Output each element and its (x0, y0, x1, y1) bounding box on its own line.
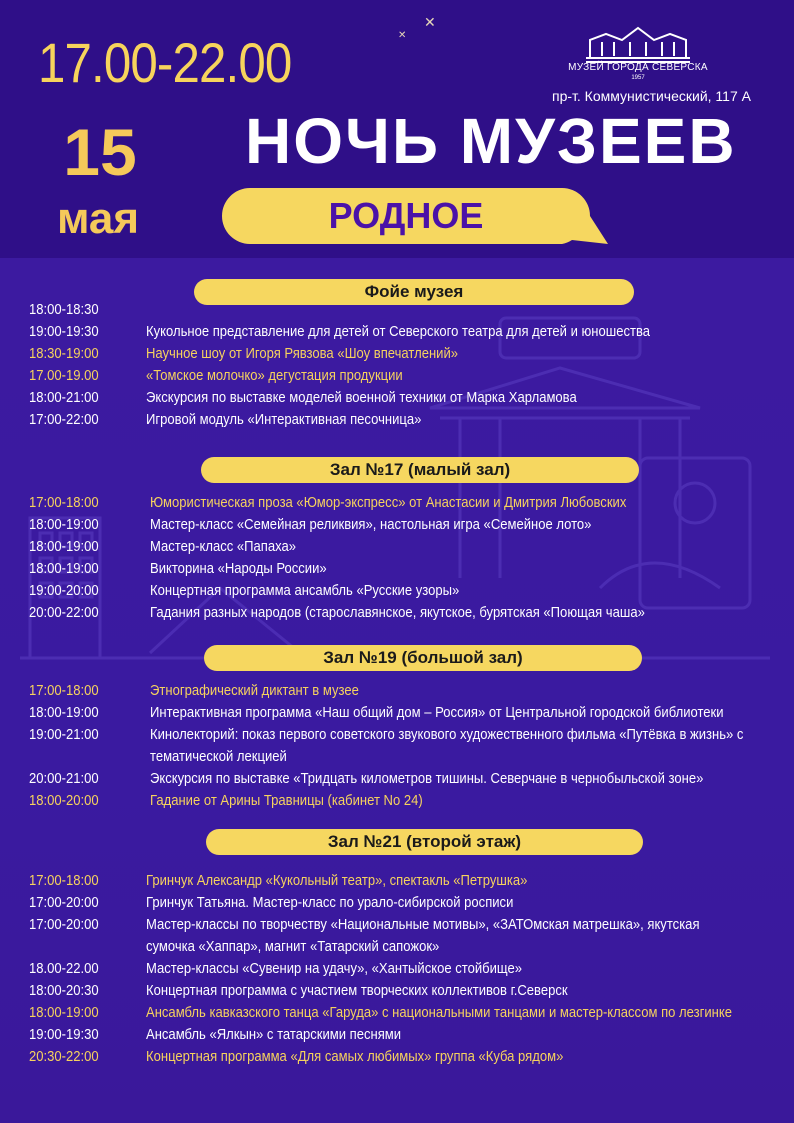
row-time: 17:00-20:00 (29, 917, 99, 933)
row-time: 18.00-22.00 (29, 961, 99, 977)
row-time: 18:00-18:30 (29, 302, 99, 318)
museum-address: пр-т. Коммунистический, 117 А (552, 88, 751, 104)
row-time: 18:00-19:00 (29, 1005, 99, 1021)
row-description: Гринчук Александр «Кукольный театр», спектакль «Петрушка» (146, 873, 528, 889)
event-month: мая (56, 194, 140, 243)
row-time: 18:00-20:00 (29, 793, 99, 809)
row-description: Гринчук Татьяна. Мастер-класс по урало-сибирской росписи (146, 895, 514, 911)
section-header: Фойе музея (194, 279, 634, 305)
row-description: Кукольное представление для детей от Северского театра для детей и юношества (146, 324, 651, 340)
row-description: Ансамбль «Ялкын» с татарскими песнями (146, 1027, 402, 1043)
row-description: Викторина «Народы России» (150, 561, 327, 577)
theme-speech-bubble (220, 184, 612, 250)
sparkle-icon: ✕ (424, 14, 436, 30)
event-title: НОЧЬ МУЗЕЕВ (245, 105, 737, 177)
row-description: Концертная программа с участием творческих коллективов г.Северск (146, 983, 568, 999)
row-time: 17:00-18:00 (29, 873, 99, 889)
row-description-continued: сумочка «Хаппар», магнит «Татарский сапожок» (146, 939, 440, 955)
row-description: Мастер-классы по творчеству «Национальные мотивы», «ЗАТОмская матрешка», якутская (146, 917, 700, 933)
row-time: 17:00-20:00 (29, 895, 99, 911)
row-description: Гадания разных народов (старославянское, якутское, бурятская «Поющая чаша» (150, 605, 645, 621)
theme-label: РОДНОЕ (328, 195, 484, 236)
row-description: «Томское молочко» дегустация продукции (146, 368, 403, 384)
row-time: 17:00-18:00 (29, 495, 99, 511)
sparkle-icon: ✕ (398, 30, 407, 41)
row-description: Юмористическая проза «Юмор-экспресс» от Анастасии и Дмитрия Любовских (150, 495, 627, 511)
row-description: Экскурсия по выставке «Тридцать километров тишины. Северчане в чернобыльской зоне» (150, 771, 704, 787)
row-description: Концертная программа «Для самых любимых» группа «Куба рядом» (146, 1049, 564, 1065)
row-description: Концертная программа ансамбль «Русские узоры» (150, 583, 460, 599)
row-description: Экскурсия по выставке моделей военной техники от Марка Харламова (146, 390, 577, 406)
row-time: 19:00-19:30 (29, 1027, 99, 1043)
row-description: Ансамбль кавказского танца «Гаруда» с национальными танцами и мастер-классом по лезгинке (146, 1005, 732, 1021)
row-time: 20:30-22:00 (29, 1049, 99, 1065)
row-description: Интерактивная программа «Наш общий дом – Россия» от Центральной городской библиотеки (150, 705, 724, 721)
section-header: Зал №19 (большой зал) (204, 645, 642, 671)
row-time: 19:00-20:00 (29, 583, 99, 599)
row-description: Этнографический диктант в музее (150, 683, 359, 699)
row-time: 18:00-20:30 (29, 983, 99, 999)
section-header: Зал №21 (второй этаж) (206, 829, 643, 855)
row-time: 17:00-18:00 (29, 683, 99, 699)
row-time: 20:00-22:00 (29, 605, 99, 621)
museum-name: МУЗЕЙ ГОРОДА СЕВЕРСКА (568, 62, 708, 73)
row-time: 18:00-21:00 (29, 390, 99, 406)
row-description: Гадание от Арины Травницы (кабинет No 24) (150, 793, 423, 809)
row-time: 19:00-19:30 (29, 324, 99, 340)
row-time: 18:00-19:00 (29, 561, 99, 577)
row-time: 18:00-19:00 (29, 517, 99, 533)
event-day: 15 (63, 115, 137, 189)
row-time: 17:00-22:00 (29, 412, 99, 428)
row-description: Кинолекторий: показ первого советского звукового художественного фильма «Путёвка в жизнь» с (150, 727, 744, 743)
row-time: 18:00-19:00 (29, 539, 99, 555)
row-description: Игровой модуль «Интерактивная песочница» (146, 412, 422, 428)
section-header: Зал №17 (малый зал) (201, 457, 639, 483)
row-description: Научное шоу от Игоря Рявзова «Шоу впечатлений» (146, 346, 459, 362)
row-time: 20:00-21:00 (29, 771, 99, 787)
museum-year: 1957 (631, 75, 645, 81)
row-description: Мастер-класс «Папаха» (150, 539, 297, 555)
row-time: 17.00-19.00 (29, 368, 99, 384)
row-description-continued: тематической лекцией (150, 749, 287, 765)
event-time-range: 17.00-22.00 (38, 31, 292, 94)
row-description: Мастер-классы «Сувенир на удачу», «Хантыйское стойбище» (146, 961, 523, 977)
row-time: 18:30-19:00 (29, 346, 99, 362)
row-description: Мастер-класс «Семейная реликвия», настольная игра «Семейное лото» (150, 517, 592, 533)
row-time: 18:00-19:00 (29, 705, 99, 721)
row-time: 19:00-21:00 (29, 727, 99, 743)
